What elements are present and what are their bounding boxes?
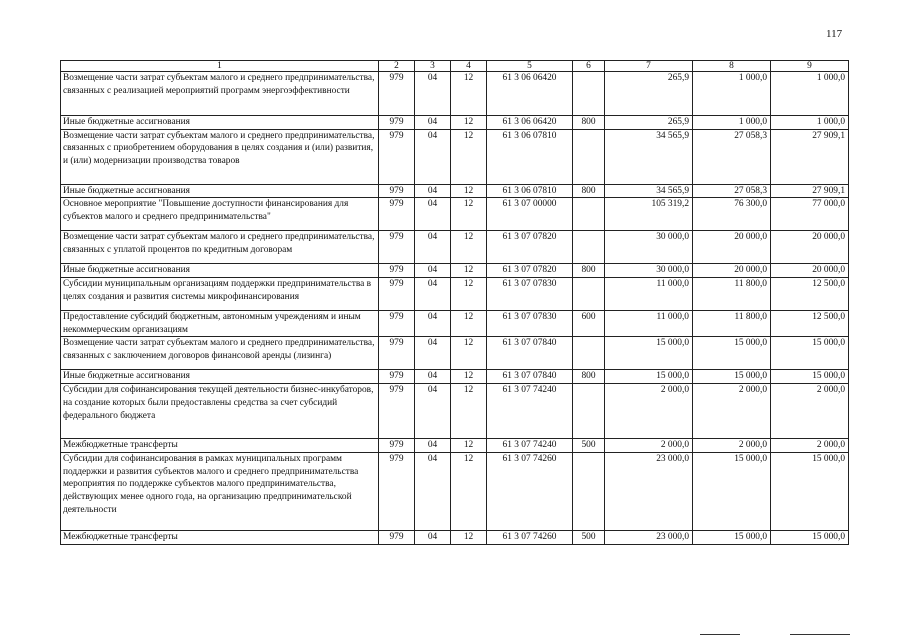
amount-col8: 15 000,0 [693,530,771,544]
amount-col7: 105 319,2 [605,198,693,231]
admin-code: 979 [379,264,415,278]
expense-type-code [573,72,605,116]
amount-col8: 2 000,0 [693,384,771,439]
amount-col7: 23 000,0 [605,452,693,530]
amount-col8: 1 000,0 [693,72,771,116]
row-name: Субсидии для софинансирования в рамках муниципальных программ поддержки и развития субъектов малого и среднего предпринимательства мероприятия по поддержке субъектов малого предпринимательства, действующих менее одного года, на организацию предпринимательской деятельности [61,452,379,530]
amount-col9: 15 000,0 [771,530,849,544]
table-row [61,72,849,116]
column-header: 5 [487,61,573,72]
table-row [61,184,849,198]
row-name: Иные бюджетные ассигнования [61,184,379,198]
amount-col9: 1 000,0 [771,72,849,116]
admin-code: 979 [379,439,415,453]
amount-col8: 11 800,0 [693,278,771,311]
amount-col8: 15 000,0 [693,452,771,530]
section-code: 04 [415,337,451,370]
subsection-code: 12 [451,311,487,337]
article-code: 61 3 06 07810 [487,184,573,198]
expense-type-code: 800 [573,184,605,198]
amount-col9: 20 000,0 [771,264,849,278]
table-row [61,311,849,337]
section-code: 04 [415,116,451,130]
section-code: 04 [415,384,451,439]
admin-code: 979 [379,278,415,311]
column-header: 4 [451,61,487,72]
row-name: Иные бюджетные ассигнования [61,264,379,278]
admin-code: 979 [379,129,415,184]
admin-code: 979 [379,198,415,231]
section-code: 04 [415,198,451,231]
subsection-code: 12 [451,337,487,370]
expense-type-code: 500 [573,439,605,453]
amount-col9: 12 500,0 [771,278,849,311]
scan-mark [790,634,850,635]
article-code: 61 3 07 07840 [487,370,573,384]
amount-col9: 15 000,0 [771,337,849,370]
amount-col7: 2 000,0 [605,439,693,453]
expense-type-code: 500 [573,530,605,544]
page-number: 117 [826,28,843,40]
row-name: Возмещение части затрат субъектам малого и среднего предпринимательства, связанных с реализацией мероприятий программ энергоэффективности [61,72,379,116]
subsection-code: 12 [451,231,487,264]
subsection-code: 12 [451,439,487,453]
row-name: Иные бюджетные ассигнования [61,370,379,384]
table-row [61,337,849,370]
amount-col9: 12 500,0 [771,311,849,337]
amount-col7: 23 000,0 [605,530,693,544]
article-code: 61 3 07 07830 [487,311,573,337]
amount-col9: 15 000,0 [771,370,849,384]
table-row [61,530,849,544]
admin-code: 979 [379,231,415,264]
amount-col7: 11 000,0 [605,311,693,337]
admin-code: 979 [379,337,415,370]
amount-col8: 11 800,0 [693,311,771,337]
amount-col8: 1 000,0 [693,116,771,130]
amount-col8: 20 000,0 [693,264,771,278]
article-code: 61 3 07 07820 [487,264,573,278]
article-code: 61 3 07 07820 [487,231,573,264]
section-code: 04 [415,129,451,184]
table-row [61,384,849,439]
column-header: 2 [379,61,415,72]
row-name: Основное мероприятие "Повышение доступности финансирования для субъектов малого и среднего предпринимательства" [61,198,379,231]
section-code: 04 [415,311,451,337]
amount-col8: 76 300,0 [693,198,771,231]
table-row [61,116,849,130]
section-code: 04 [415,278,451,311]
amount-col7: 15 000,0 [605,370,693,384]
expense-type-code [573,198,605,231]
amount-col8: 2 000,0 [693,439,771,453]
subsection-code: 12 [451,370,487,384]
table-row [61,278,849,311]
table-row [61,370,849,384]
admin-code: 979 [379,184,415,198]
section-code: 04 [415,184,451,198]
subsection-code: 12 [451,530,487,544]
section-code: 04 [415,439,451,453]
amount-col7: 34 565,9 [605,184,693,198]
subsection-code: 12 [451,198,487,231]
amount-col9: 2 000,0 [771,439,849,453]
subsection-code: 12 [451,184,487,198]
amount-col7: 11 000,0 [605,278,693,311]
table-row [61,439,849,453]
subsection-code: 12 [451,384,487,439]
amount-col8: 15 000,0 [693,337,771,370]
expense-type-code [573,337,605,370]
row-name: Возмещение части затрат субъектам малого и среднего предпринимательства, связанных с приобретением оборудования в целях создания и (или) развития, и (или) модернизации производства товаров [61,129,379,184]
amount-col8: 20 000,0 [693,231,771,264]
amount-col7: 265,9 [605,72,693,116]
amount-col7: 30 000,0 [605,264,693,278]
section-code: 04 [415,370,451,384]
expense-type-code: 800 [573,116,605,130]
column-header: 1 [61,61,379,72]
amount-col9: 20 000,0 [771,231,849,264]
article-code: 61 3 07 74260 [487,452,573,530]
row-name: Межбюджетные трансферты [61,439,379,453]
amount-col7: 15 000,0 [605,337,693,370]
column-header: 8 [693,61,771,72]
section-code: 04 [415,452,451,530]
row-name: Иные бюджетные ассигнования [61,116,379,130]
section-code: 04 [415,231,451,264]
amount-col9: 15 000,0 [771,452,849,530]
table-row [61,452,849,530]
row-name: Субсидии для софинансирования текущей деятельности бизнес-инкубаторов, на создание которых были предоставлены средства за счет субсидий федерального бюджета [61,384,379,439]
column-header: 3 [415,61,451,72]
amount-col9: 27 909,1 [771,129,849,184]
expense-type-code: 600 [573,311,605,337]
table-row [61,129,849,184]
table-row [61,264,849,278]
expense-type-code [573,278,605,311]
admin-code: 979 [379,311,415,337]
article-code: 61 3 06 06420 [487,72,573,116]
amount-col7: 265,9 [605,116,693,130]
article-code: 61 3 07 07830 [487,278,573,311]
article-code: 61 3 07 74240 [487,384,573,439]
row-name: Субсидии муниципальным организациям поддержки предпринимательства в целях создания и развития системы микрофинансирования [61,278,379,311]
amount-col9: 77 000,0 [771,198,849,231]
amount-col8: 15 000,0 [693,370,771,384]
expense-type-code [573,452,605,530]
section-code: 04 [415,72,451,116]
expense-type-code: 800 [573,264,605,278]
header-row [61,61,849,72]
article-code: 61 3 07 74240 [487,439,573,453]
section-code: 04 [415,264,451,278]
table-row [61,231,849,264]
admin-code: 979 [379,452,415,530]
amount-col9: 27 909,1 [771,184,849,198]
article-code: 61 3 06 07810 [487,129,573,184]
section-code: 04 [415,530,451,544]
admin-code: 979 [379,384,415,439]
subsection-code: 12 [451,116,487,130]
subsection-code: 12 [451,452,487,530]
row-name: Возмещение части затрат субъектам малого и среднего предпринимательства, связанных с уплатой процентов по кредитным договорам [61,231,379,264]
column-header: 9 [771,61,849,72]
expense-type-code [573,384,605,439]
admin-code: 979 [379,370,415,384]
column-header: 7 [605,61,693,72]
expense-type-code [573,129,605,184]
subsection-code: 12 [451,129,487,184]
article-code: 61 3 06 06420 [487,116,573,130]
amount-col7: 2 000,0 [605,384,693,439]
admin-code: 979 [379,530,415,544]
admin-code: 979 [379,116,415,130]
expense-type-code [573,231,605,264]
amount-col9: 1 000,0 [771,116,849,130]
subsection-code: 12 [451,278,487,311]
amount-col9: 2 000,0 [771,384,849,439]
column-header: 6 [573,61,605,72]
article-code: 61 3 07 00000 [487,198,573,231]
table-row [61,198,849,231]
row-name: Межбюджетные трансферты [61,530,379,544]
article-code: 61 3 07 07840 [487,337,573,370]
admin-code: 979 [379,72,415,116]
amount-col7: 34 565,9 [605,129,693,184]
row-name: Предоставление субсидий бюджетным, автономным учреждениям и иным некоммерческим организациям [61,311,379,337]
row-name: Возмещение части затрат субъектам малого и среднего предпринимательства, связанных с заключением договоров финансовой аренды (лизинга) [61,337,379,370]
amount-col8: 27 058,3 [693,129,771,184]
scan-mark [700,634,740,635]
budget-table [60,60,849,545]
subsection-code: 12 [451,264,487,278]
amount-col7: 30 000,0 [605,231,693,264]
expense-type-code: 800 [573,370,605,384]
article-code: 61 3 07 74260 [487,530,573,544]
amount-col8: 27 058,3 [693,184,771,198]
subsection-code: 12 [451,72,487,116]
